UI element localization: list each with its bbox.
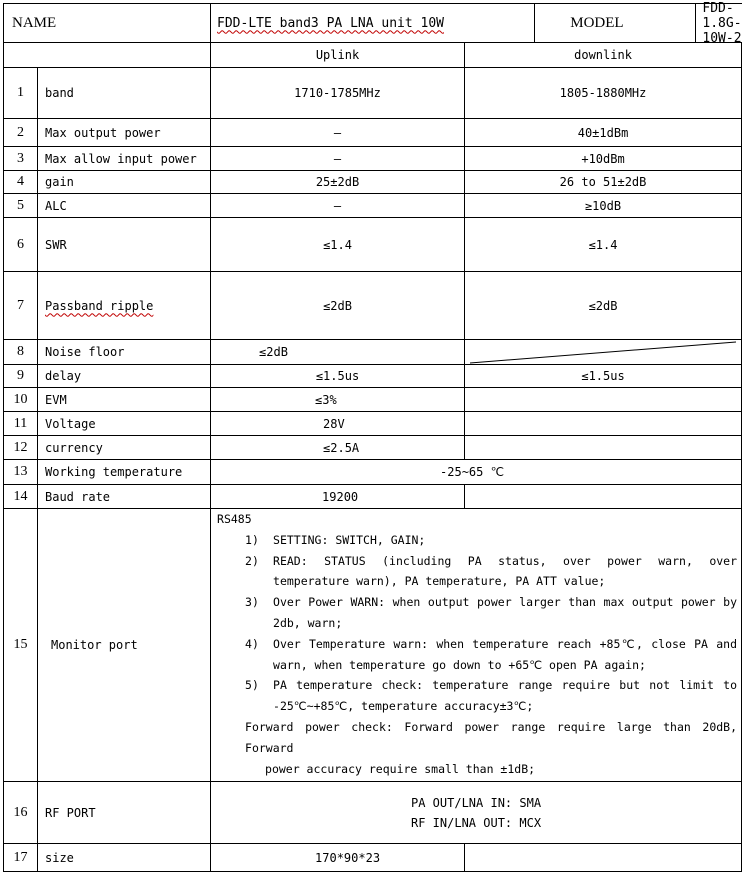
row-number: 4 (4, 171, 38, 194)
param-label: Max output power (38, 119, 211, 147)
table-row (4, 365, 742, 388)
row-number: 16 (4, 782, 38, 844)
merged-empty (465, 412, 742, 436)
param-label: band (38, 68, 211, 119)
rf-port-line2: RF IN/LNA OUT: MCX (411, 815, 542, 830)
monitor-item: 2) READ: STATUS (including PA status, over power warn, over temperature warn), PA temperature, PA ATT value; (245, 553, 738, 589)
table-row (4, 68, 742, 119)
merged-value: ≤2.5A (211, 436, 465, 460)
monitor-item: 5) PA temperature check: temperature range require but not limit to -25℃~+85℃, temperature accuracy±3℃; (245, 678, 738, 714)
blank-header-cell (4, 43, 211, 68)
param-label: currency (38, 436, 211, 460)
downlink-value: 40±1dBm (465, 119, 742, 147)
forward-power-line2: power accuracy require small than ±1dB; (265, 761, 536, 776)
rf-port-details (211, 782, 742, 844)
uplink-value: — (211, 119, 465, 147)
table-row (4, 272, 742, 340)
row-number: 9 (4, 365, 38, 388)
row-number: 12 (4, 436, 38, 460)
merged-empty (465, 485, 742, 509)
row-number: 2 (4, 119, 38, 147)
forward-power-line1: Forward power check: Forward power range require large than 20dB, Forward (245, 719, 738, 755)
param-label: gain (38, 171, 211, 194)
model-label: MODEL (535, 4, 696, 42)
table-row (4, 388, 742, 412)
table-row (4, 218, 742, 272)
row-number: 6 (4, 218, 38, 272)
param-label: ALC (38, 194, 211, 218)
model-value: FDD-1.8G-10W-2 (702, 0, 742, 46)
downlink-value: ≤1.4 (465, 218, 742, 272)
table-row (4, 782, 742, 844)
uplink-value: ≤1.5us (211, 365, 465, 388)
downlink-value: 1805-1880MHz (465, 68, 742, 119)
uplink-value: ≤2dB (211, 272, 465, 340)
merged-value: 170*90*23 (211, 844, 465, 872)
name-label: NAME (4, 4, 211, 43)
uplink-value: — (211, 147, 465, 171)
uplink-value: 1710-1785MHz (211, 68, 465, 119)
param-label: Max allow input power (38, 147, 211, 171)
table-row (4, 194, 742, 218)
row-number: 15 (4, 509, 38, 782)
table-row (4, 460, 742, 485)
table-row (4, 485, 742, 509)
param-label: SWR (38, 218, 211, 272)
merged-empty (465, 388, 742, 412)
uplink-value: ≤1.4 (211, 218, 465, 272)
table-row (4, 412, 742, 436)
name-value: FDD-LTE band3 PA LNA unit 10W (217, 15, 444, 31)
row-number: 11 (4, 412, 38, 436)
table-row (4, 436, 742, 460)
rf-port-line1: PA OUT/LNA IN: SMA (411, 795, 542, 810)
name-value-cell (211, 4, 535, 42)
spec-sheet (3, 0, 742, 872)
row-number: 7 (4, 272, 38, 340)
row-number: 14 (4, 485, 38, 509)
downlink-value: ≤1.5us (465, 365, 742, 388)
downlink-value: +10dBm (465, 147, 742, 171)
row-number: 10 (4, 388, 38, 412)
row-number: 3 (4, 147, 38, 171)
downlink-empty-cell (465, 340, 742, 365)
param-label: Noise floor (38, 340, 211, 365)
merged-value: -25~65 ℃ (211, 460, 742, 485)
downlink-value: 26 to 51±2dB (465, 171, 742, 194)
param-label: Voltage (38, 412, 211, 436)
column-header-row (4, 43, 742, 68)
param-label: delay (38, 365, 211, 388)
uplink-header: Uplink (211, 43, 465, 68)
uplink-value: ≤2dB (211, 340, 465, 365)
row-number: 5 (4, 194, 38, 218)
downlink-value: ≥10dB (465, 194, 742, 218)
uplink-value: 25±2dB (211, 171, 465, 194)
downlink-value: ≤2dB (465, 272, 742, 340)
row-number: 8 (4, 340, 38, 365)
row-number: 17 (4, 844, 38, 872)
table-row (4, 147, 742, 171)
param-label: Passband ripple (45, 298, 154, 313)
merged-empty (465, 844, 742, 872)
param-label: RF PORT (38, 782, 211, 844)
monitor-port-details (211, 509, 742, 782)
table-row (4, 119, 742, 147)
table-row (4, 844, 742, 872)
downlink-header: downlink (465, 43, 742, 68)
header-right (211, 0, 742, 46)
merged-empty (465, 436, 742, 460)
row-number: 13 (4, 460, 38, 485)
param-label-cell (38, 272, 211, 340)
row-number: 1 (4, 68, 38, 119)
diagonal-slash (465, 340, 742, 364)
merged-value: ≤3% (211, 388, 465, 412)
monitor-item: 1) SETTING: SWITCH, GAIN; (245, 532, 426, 547)
monitor-heading: RS485 (217, 512, 252, 526)
monitor-item: 4) Over Temperature warn: when temperature reach +85℃, close PA and warn, when temperature go down to +65℃ open PA again; (245, 636, 738, 672)
param-label: size (38, 844, 211, 872)
table-row (4, 171, 742, 194)
table-row (4, 509, 742, 782)
monitor-item: 3) Over Power WARN: when output power larger than max output power by 2db, warn; (245, 595, 738, 630)
table-row (4, 340, 742, 365)
header-row (4, 4, 742, 43)
param-label: EVM (38, 388, 211, 412)
param-label: Monitor port (38, 509, 211, 782)
merged-value: 28V (211, 412, 465, 436)
param-label: Baud rate (38, 485, 211, 509)
merged-value: 19200 (211, 485, 465, 509)
spec-table (3, 0, 742, 872)
uplink-value: — (211, 194, 465, 218)
param-label: Working temperature (38, 460, 211, 485)
